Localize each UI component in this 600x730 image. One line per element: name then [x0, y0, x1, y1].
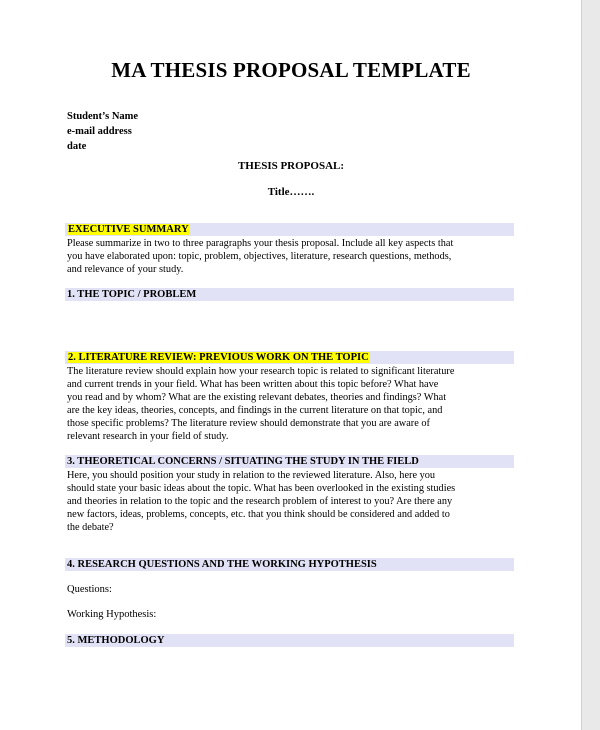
working-hypothesis-label: Working Hypothesis:: [67, 609, 157, 620]
paragraph-line: and relevance of your study.: [67, 264, 184, 275]
proposal-label: THESIS PROPOSAL:: [237, 160, 345, 172]
paragraph-line: should state your basic ideas about the topic. What has been overlooked in the existing studies: [67, 483, 456, 494]
paragraph-line: Please summarize in two to three paragraphs your thesis proposal. Include all key aspects that: [67, 238, 454, 249]
date-line: date: [67, 141, 87, 152]
student-info-block: [67, 109, 138, 154]
theory-paragraph: [67, 469, 519, 534]
email-line: e-mail address: [67, 126, 132, 137]
paragraph-line: are the key ideas, theories, concepts, and findings in the current literature on that topic, and: [67, 405, 443, 416]
paragraph-line: those specific problems? The literature review should demonstrate that you are aware of: [67, 418, 430, 429]
paragraph-line: and theories in relation to the topic and the research problem of interest to you? Are there any: [67, 496, 453, 507]
paragraph-line: Here, you should position your study in relation to the reviewed literature. Also, here you: [67, 470, 436, 481]
questions-label: Questions:: [67, 584, 112, 595]
topic-heading: 1. THE TOPIC / PROBLEM: [67, 289, 197, 300]
exec-summary-paragraph: [67, 237, 519, 276]
paragraph-line: you have elaborated upon: topic, problem, objectives, literature, research questions, methods,: [67, 251, 452, 262]
paragraph-line: new factors, ideas, problems, concepts, etc. that you think should be considered and added to: [67, 509, 450, 520]
paragraph-line: relevant research in your field of study.: [67, 431, 229, 442]
research-questions-heading: 4. RESEARCH QUESTIONS AND THE WORKING HYPOTHESIS: [67, 559, 377, 570]
paragraph-line: and current trends in your field. What has been written about this topic before? What have: [67, 379, 439, 390]
title-label: Title…….: [267, 186, 315, 198]
paragraph-line: you read and by whom? What are the existing relevant debates, theories and findings? What: [67, 392, 447, 403]
student-name-line: Student’s Name: [67, 111, 139, 122]
exec-summary-heading-text: EXECUTIVE SUMMARY: [68, 224, 189, 235]
paragraph-line: The literature review should explain how your research topic is related to significant literature: [67, 366, 455, 377]
paragraph-line: the debate?: [67, 522, 114, 533]
document-title: MA THESIS PROPOSAL TEMPLATE: [111, 58, 471, 82]
literature-paragraph: [67, 365, 519, 443]
theory-heading: 3. THEORETICAL CONCERNS / SITUATING THE STUDY IN THE FIELD: [67, 456, 419, 467]
literature-heading-text: 2. LITERATURE REVIEW: PREVIOUS WORK ON THE TOPIC: [68, 352, 369, 363]
exec-summary-heading: [67, 223, 190, 236]
literature-heading: [67, 351, 370, 364]
methodology-heading: 5. METHODOLOGY: [67, 635, 165, 646]
